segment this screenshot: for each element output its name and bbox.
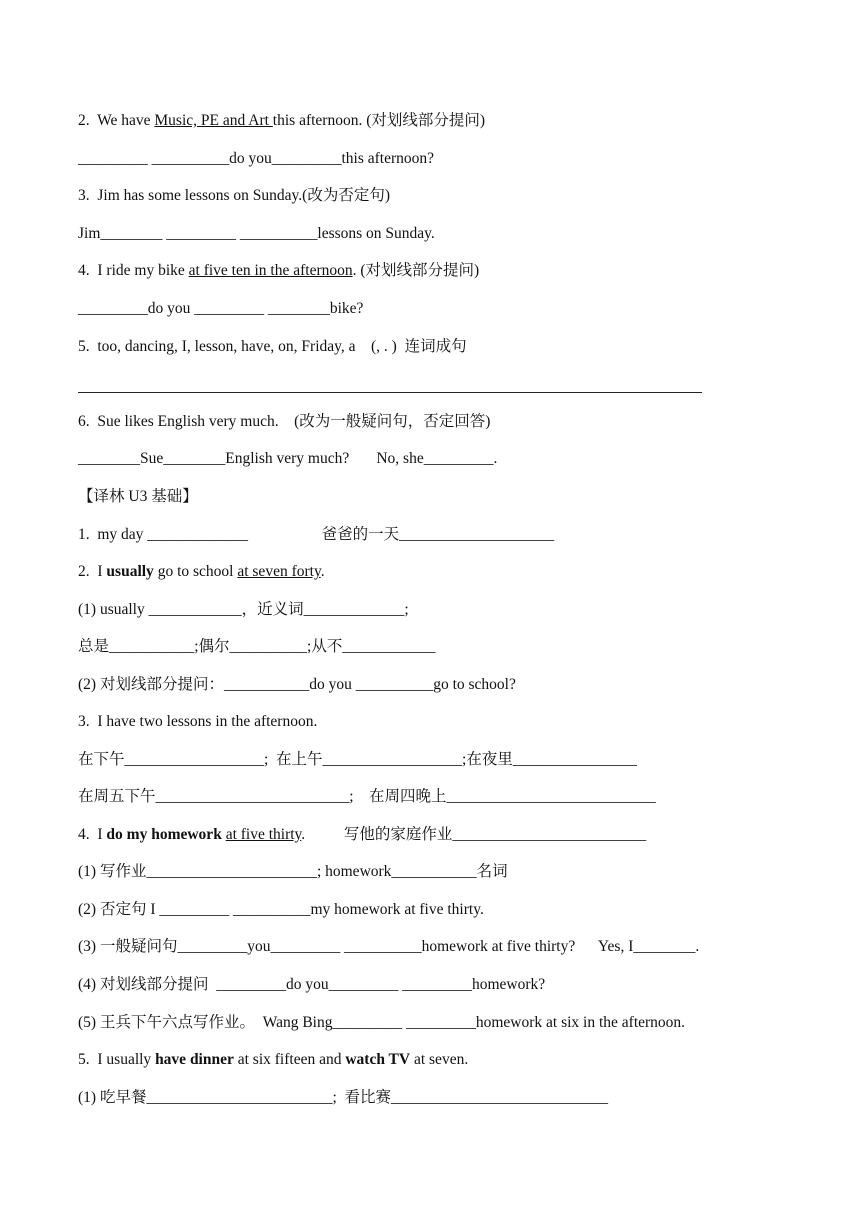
question-text: We have [97, 112, 155, 129]
item-number: 4. [78, 826, 98, 843]
answer-rule[interactable] [78, 392, 702, 393]
sub-item-1b[interactable]: 总是___________;偶尔__________;从不____________ [78, 638, 436, 655]
item-text: at six fifteen and [233, 1051, 346, 1068]
sub-item-1[interactable]: (1) 写作业______________________; homework___________名词 [78, 863, 508, 880]
sub-item-1[interactable]: (1) 吃早餐________________________; 看比赛____________________________ [78, 1089, 609, 1106]
answer-line[interactable]: Jim________ _________ __________lessons on Sunday. [78, 225, 435, 242]
question-2 [78, 111, 485, 131]
item-text: I [97, 563, 107, 580]
answer-line[interactable]: _________ __________do you_________this afternoon? [78, 150, 435, 167]
section-title: 【译林 U3 基础】 [78, 488, 198, 505]
question-text: . (对划线部分提问) [352, 262, 480, 279]
basic-item-1[interactable]: 1. my day _____________ 爸爸的一天____________________ [78, 526, 555, 543]
sub-item-2[interactable]: (2) 对划线部分提问：___________do you __________go to school? [78, 676, 516, 693]
item-number: 5. [78, 1051, 98, 1068]
underlined-phrase: at seven forty [237, 563, 321, 580]
phrase-row-1[interactable]: 在下午__________________; 在上午__________________;在夜里________________ [78, 751, 637, 768]
question-4 [78, 261, 479, 281]
item-text: go to school [153, 563, 238, 580]
basic-item-3: 3. I have two lessons in the afternoon. [78, 713, 318, 730]
sub-item-5[interactable]: (5) 王兵下午六点写作业。 Wang Bing_________ _________homework at six in the afternoon. [78, 1014, 686, 1031]
bold-phrase: watch TV [345, 1051, 411, 1068]
question-number: 4. [78, 262, 98, 279]
item-number: 2. [78, 563, 98, 580]
question-3: 3. Jim has some lessons on Sunday.(改为否定句) [78, 187, 390, 204]
answer-line[interactable]: _________do you _________ ________bike? [78, 300, 364, 317]
answer-line[interactable]: ________Sue________English very much? No, she_________. [78, 450, 498, 467]
phrase-row-2[interactable]: 在周五下午_________________________; 在周四晚上___________________________ [78, 788, 656, 805]
underlined-phrase: at five thirty [225, 826, 302, 843]
question-number: 2. [78, 112, 98, 129]
question-5: 5. too, dancing, I, lesson, have, on, Friday, a (, . ) 连词成句 [78, 338, 467, 355]
question-6: 6. Sue likes English very much. (改为一般疑问句，否定回答) [78, 413, 491, 430]
question-text: I ride my bike [97, 262, 189, 279]
question-text: this afternoon. (对划线部分提问) [272, 112, 486, 129]
underlined-phrase: Music, PE and Art [154, 112, 273, 129]
underlined-phrase: at five ten in the afternoon [188, 262, 353, 279]
basic-item-4 [78, 825, 646, 845]
item-text: I [97, 826, 107, 843]
item-text: . [320, 563, 325, 580]
bold-word: usually [106, 563, 154, 580]
item-text: . 写他的家庭作业_________________________ [301, 826, 647, 843]
bold-phrase: have dinner [155, 1051, 234, 1068]
basic-item-2 [78, 562, 325, 582]
item-text: at seven. [410, 1051, 469, 1068]
item-text: I usually [97, 1051, 156, 1068]
sub-item-2[interactable]: (2) 否定句 I _________ __________my homework at five thirty. [78, 901, 484, 918]
basic-item-5 [78, 1050, 468, 1070]
sub-item-3[interactable]: (3) 一般疑问句_________you_________ __________homework at five thirty? Yes, I________. [78, 938, 700, 955]
sub-item-1[interactable]: (1) usually ____________，近义词_____________; [78, 601, 409, 618]
sub-item-4[interactable]: (4) 对划线部分提问 _________do you_________ _________homework? [78, 976, 546, 993]
bold-phrase: do my homework [106, 826, 222, 843]
